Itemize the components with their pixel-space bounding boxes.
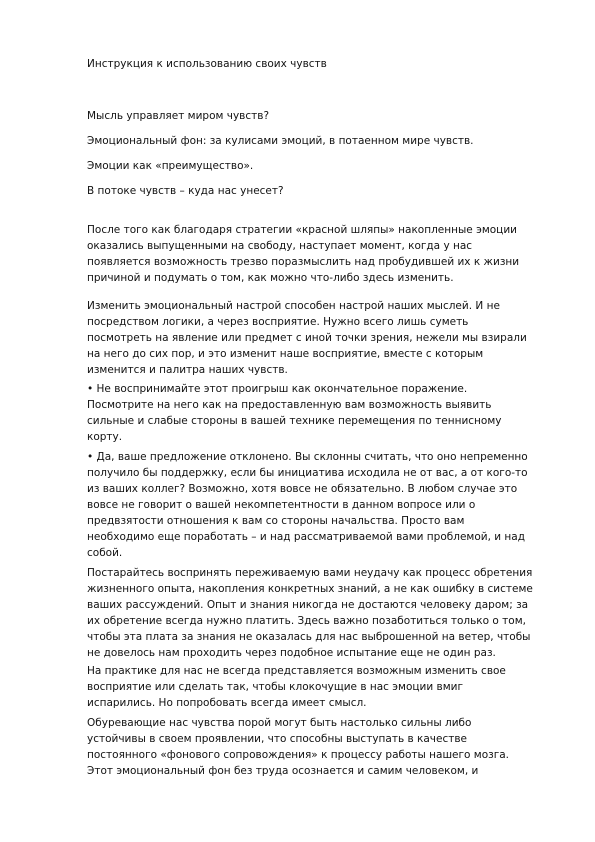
text-line: посмотреть на явление или предмет с иной точки зрения, нежели мы взирали bbox=[87, 332, 527, 344]
paragraph bbox=[87, 663, 557, 711]
text-line: не довелось нам проходить через подобное испытание еще не один раз. bbox=[87, 647, 496, 659]
text-line: ваших рассуждений. Опыт и знания никогда не достаются человеку даром; за bbox=[87, 599, 529, 611]
text-line: Посмотрите на него как на предоставленную вам возможность выявить bbox=[87, 399, 492, 411]
text-line: изменится и палитра наших чувств. bbox=[87, 364, 288, 376]
text-line: Изменить эмоциональный настрой способен настрой наших мыслей. И не bbox=[87, 300, 500, 312]
text-line: устойчивы в своем проявлении, что способны выступать в качестве bbox=[87, 733, 467, 745]
question-line: Эмоциональный фон: за кулисами эмоций, в потаенном мире чувств. bbox=[87, 135, 474, 147]
text-line: появляется возможность трезво поразмыслить над пробудившей их к жизни bbox=[87, 256, 520, 268]
text-line: На практике для нас не всегда представляется возможным изменить свое bbox=[87, 665, 506, 677]
text-line: Постарайтесь воспринять переживаемую вами неудачу как процесс обретения bbox=[87, 567, 533, 579]
text-line: чтобы эта плата за знания не оказалась для нас выброшенной на ветер, чтобы bbox=[87, 631, 531, 643]
paragraph bbox=[87, 298, 557, 378]
text-line: После того как благодаря стратегии «красной шляпы» накопленные эмоции bbox=[87, 224, 517, 236]
paragraph bbox=[87, 565, 557, 661]
text-line: оказались выпущенными на свободу, наступает момент, когда у нас bbox=[87, 240, 473, 252]
text-line: восприятие или сделать так, чтобы клокочущие в нас эмоции вмиг bbox=[87, 681, 463, 693]
text-line: вовсе не говорит о вашей некомпетентности в данном вопросе или о bbox=[87, 499, 476, 511]
text-line: получило бы поддержку, если бы инициатива исходила не от вас, а от кого-то bbox=[87, 467, 528, 479]
paragraph bbox=[87, 381, 557, 445]
text-line: • Не воспринимайте этот проигрыш как окончательное поражение. bbox=[87, 383, 468, 395]
question-line: В потоке чувств – куда нас унесет? bbox=[87, 185, 284, 197]
text-line: их обретение всегда нужно платить. Здесь важно позаботиться только о том, bbox=[87, 615, 526, 627]
text-line: посредством логики, а через восприятие. Нужно всего лишь суметь bbox=[87, 316, 469, 328]
text-line: из ваших коллег? Возможно, хотя вовсе не обязательно. В любом случае это bbox=[87, 483, 518, 495]
text-line: предвзятости отношения к вам со стороны начальства. Просто вам bbox=[87, 515, 465, 527]
text-line: причиной и подумать о том, как можно что-либо здесь изменить. bbox=[87, 272, 454, 284]
text-line: • Да, ваше предложение отклонено. Вы склонны считать, что оно непременно bbox=[87, 451, 528, 463]
text-line: на него до сих пор, и это изменит наше восприятие, вместе с которым bbox=[87, 348, 484, 360]
text-line: испарились. Но попробовать всегда имеет смысл. bbox=[87, 697, 367, 709]
text-line: постоянного «фонового сопровождения» к процессу работы нашего мозга. bbox=[87, 749, 510, 761]
text-line: корту. bbox=[87, 431, 123, 443]
text-line: собой. bbox=[87, 547, 123, 559]
paragraph bbox=[87, 222, 557, 286]
text-line: жизненного опыта, накопления конкретных знаний, а не как ошибку в системе bbox=[87, 583, 533, 595]
document-title: Инструкция к использованию своих чувств bbox=[87, 58, 327, 70]
text-line: Этот эмоциональный фон без труда осознается и самим человеком, и bbox=[87, 765, 479, 777]
text-line: необходимо еще поработать – и над рассматриваемой вами проблемой, и над bbox=[87, 531, 525, 543]
text-line: Обуревающие нас чувства порой могут быть настолько сильны либо bbox=[87, 717, 472, 729]
paragraph bbox=[87, 449, 557, 561]
question-line: Мысль управляет миром чувств? bbox=[87, 110, 270, 122]
paragraph bbox=[87, 715, 557, 779]
text-line: сильные и слабые стороны в вашей технике перемещения по теннисному bbox=[87, 415, 502, 427]
question-line: Эмоции как «преимущество». bbox=[87, 160, 254, 172]
